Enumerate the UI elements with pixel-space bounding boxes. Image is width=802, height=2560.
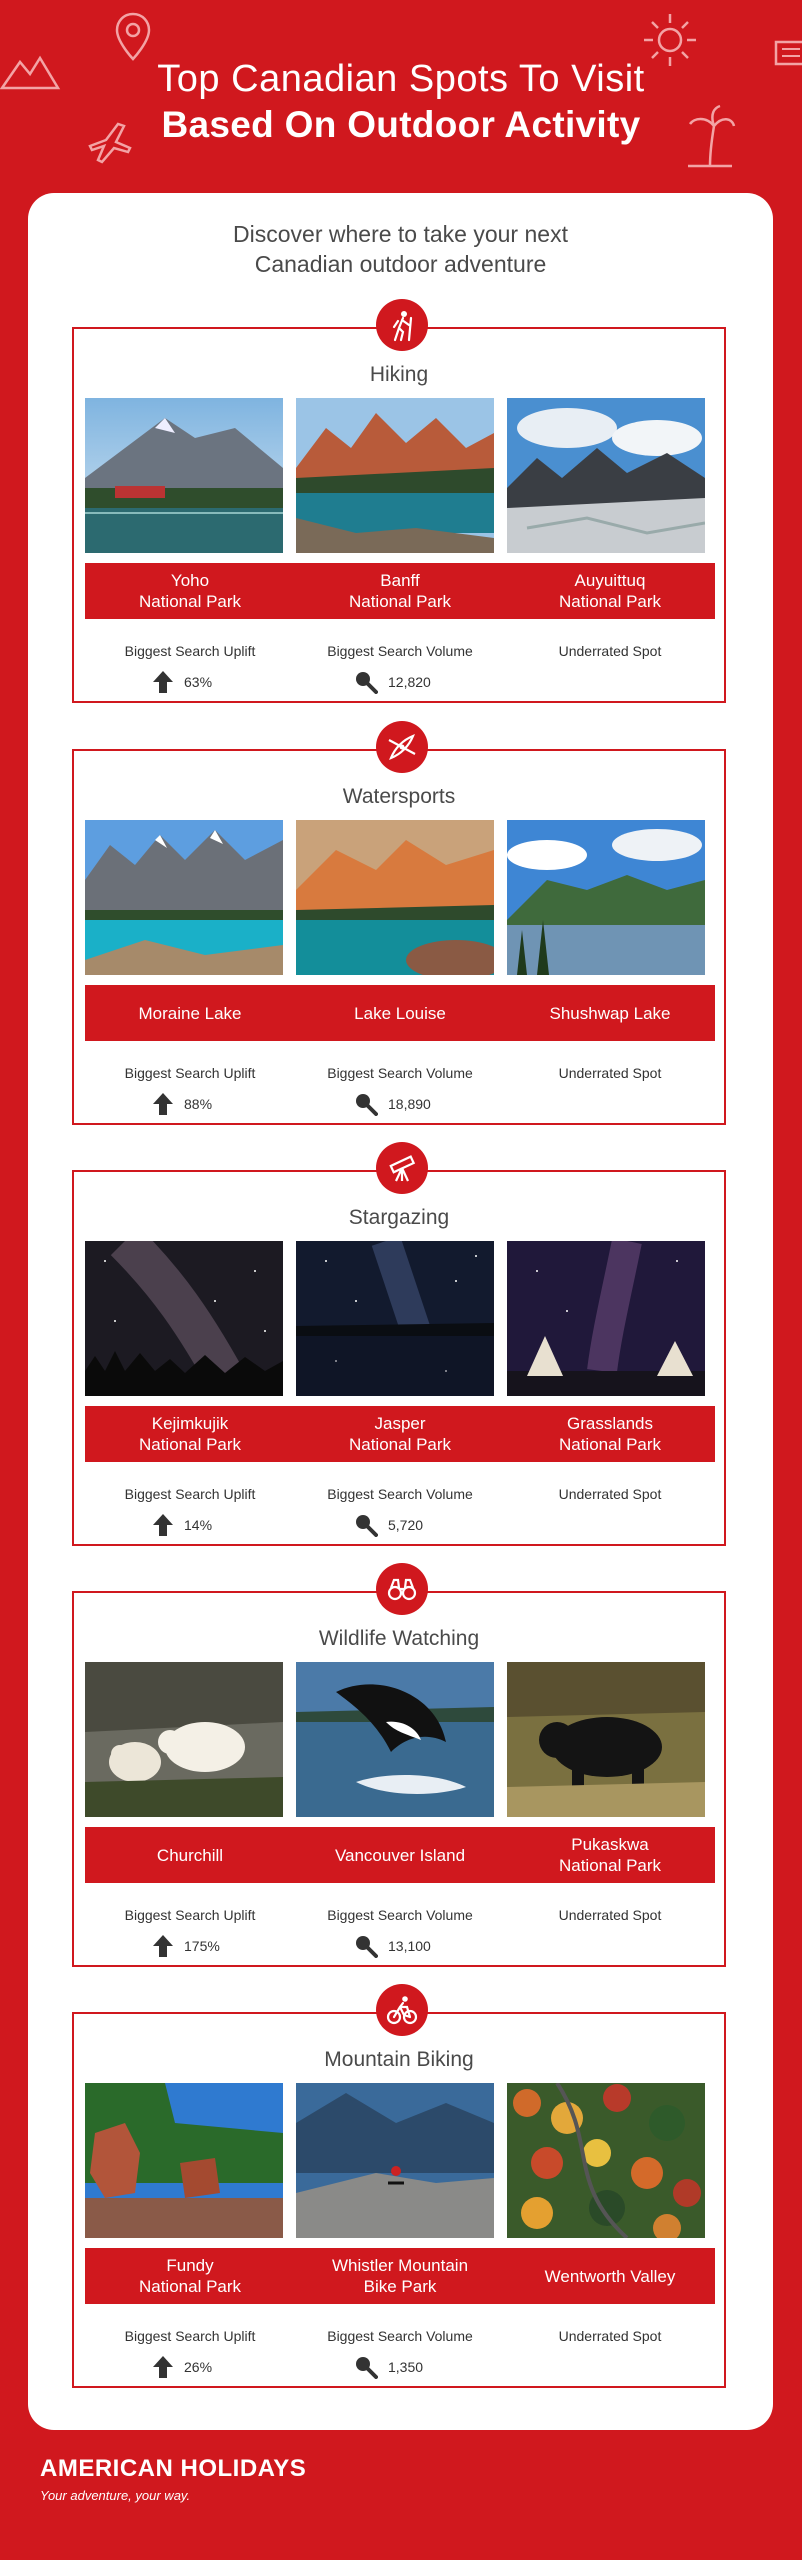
photo-shushwap-lake [507, 820, 705, 975]
search-icon [354, 1934, 378, 1958]
photo-fundy [85, 2083, 283, 2238]
underrated-label: Underrated Spot [558, 2328, 662, 2344]
section-title: Mountain Biking [324, 2048, 474, 2071]
arrow-up-icon [152, 1513, 174, 1537]
content-card [28, 193, 773, 2430]
spot-ribbon [85, 2248, 715, 2304]
arrow-up-icon [152, 1092, 174, 1116]
hiker-icon [376, 299, 428, 351]
uplift-label: Biggest Search Uplift [124, 1065, 256, 1081]
spot-name: Lake Louise [354, 1003, 446, 1023]
uplift-stat [152, 2354, 212, 2380]
volume-stat [354, 1512, 423, 1538]
spot-name: Vancouver Island [334, 1845, 466, 1865]
volume-value: 18,890 [388, 1096, 431, 1112]
underrated-label: Underrated Spot [558, 643, 662, 659]
section-mountain-biking [72, 2012, 726, 2388]
spot-name: Pukaskwa National Park [558, 1835, 662, 1875]
uplift-value: 14% [184, 1517, 213, 1533]
uplift-label: Biggest Search Uplift [124, 1486, 256, 1502]
volume-label: Biggest Search Volume [327, 1907, 473, 1923]
volume-value: 5,720 [388, 1517, 424, 1533]
arrow-up-icon [152, 670, 174, 694]
page-title-line1: Top Canadian Spots To Visit [157, 58, 645, 100]
spot-name: Kejimkujik National Park [138, 1414, 242, 1454]
photo-whistler [296, 2083, 494, 2238]
spot-ribbon [85, 563, 715, 619]
volume-label: Biggest Search Volume [327, 643, 473, 659]
search-icon [354, 1092, 378, 1116]
section-hiking [72, 327, 726, 703]
binoculars-icon [376, 1563, 428, 1615]
volume-stat [354, 669, 431, 695]
photo-auyuittuq [507, 398, 705, 553]
uplift-label: Biggest Search Uplift [124, 643, 256, 659]
photo-row [85, 1662, 715, 1817]
arrow-up-icon [152, 2355, 174, 2379]
spot-name: Yoho National Park [138, 571, 242, 611]
photo-wentworth [507, 2083, 705, 2238]
spot-ribbon [85, 1406, 715, 1462]
photo-vancouver-island [296, 1662, 494, 1817]
volume-value: 13,100 [388, 1938, 431, 1954]
section-title: Stargazing [348, 1206, 450, 1229]
intro-text [28, 219, 773, 279]
search-icon [354, 670, 378, 694]
intro-line1: Discover where to take your next [233, 221, 568, 247]
uplift-value: 175% [184, 1938, 220, 1954]
volume-label: Biggest Search Volume [327, 2328, 473, 2344]
photo-row [85, 398, 715, 553]
volume-stat [354, 1933, 431, 1959]
photo-moraine-lake [85, 820, 283, 975]
photo-churchill [85, 1662, 283, 1817]
volume-value: 1,350 [388, 2359, 424, 2375]
volume-label: Biggest Search Volume [327, 1486, 473, 1502]
arrow-up-icon [152, 1934, 174, 1958]
photo-row [85, 820, 715, 975]
spot-name: Auyuittuq National Park [558, 571, 662, 611]
spot-name: Wentworth Valley [544, 2266, 676, 2286]
photo-row [85, 1241, 715, 1396]
photo-jasper [296, 1241, 494, 1396]
brand-logo: AMERICAN HOLIDAYS [40, 2455, 307, 2482]
uplift-stat [152, 1933, 220, 1959]
photo-grasslands [507, 1241, 705, 1396]
header [0, 0, 802, 190]
spot-name: Grasslands National Park [558, 1414, 662, 1454]
brand-tagline: Your adventure, your way. [40, 2488, 191, 2503]
section-title: Wildlife Watching [318, 1627, 480, 1650]
spot-name: Jasper National Park [348, 1414, 452, 1454]
cyclist-icon [376, 1984, 428, 2036]
search-icon [354, 1513, 378, 1537]
volume-stat [354, 2354, 423, 2380]
section-watersports [72, 749, 726, 1125]
spot-ribbon [85, 1827, 715, 1883]
underrated-label: Underrated Spot [558, 1486, 662, 1502]
uplift-stat [152, 1091, 212, 1117]
spot-name: Fundy National Park [138, 2256, 242, 2296]
spot-ribbon [85, 985, 715, 1041]
section-title: Watersports [342, 785, 456, 808]
volume-stat [354, 1091, 431, 1117]
telescope-icon [376, 1142, 428, 1194]
page-title-line2: Based On Outdoor Activity [161, 104, 641, 145]
uplift-value: 88% [184, 1096, 213, 1112]
section-wildlife-watching [72, 1591, 726, 1967]
photo-pukaskwa [507, 1662, 705, 1817]
photo-row [85, 2083, 715, 2238]
photo-kejimkujik [85, 1241, 283, 1396]
spot-name: Moraine Lake [138, 1003, 242, 1023]
photo-yoho [85, 398, 283, 553]
intro-line2: Canadian outdoor adventure [254, 251, 547, 277]
underrated-label: Underrated Spot [558, 1065, 662, 1081]
underrated-label: Underrated Spot [558, 1907, 662, 1923]
photo-banff [296, 398, 494, 553]
volume-value: 12,820 [388, 674, 431, 690]
uplift-value: 26% [184, 2359, 213, 2375]
spot-name: Banff National Park [348, 571, 452, 611]
kayak-icon [376, 721, 428, 773]
section-title: Hiking [369, 363, 429, 386]
uplift-stat [152, 669, 212, 695]
volume-label: Biggest Search Volume [327, 1065, 473, 1081]
search-icon [354, 2355, 378, 2379]
uplift-label: Biggest Search Uplift [124, 2328, 256, 2344]
map-pin-icon [114, 12, 152, 62]
photo-lake-louise [296, 820, 494, 975]
section-stargazing [72, 1170, 726, 1546]
spot-name: Churchill [156, 1845, 224, 1865]
uplift-value: 63% [184, 674, 213, 690]
uplift-label: Biggest Search Uplift [124, 1907, 256, 1923]
spot-name: Whistler Mountain Bike Park [331, 2256, 469, 2296]
uplift-stat [152, 1512, 212, 1538]
spot-name: Shushwap Lake [549, 1003, 671, 1023]
